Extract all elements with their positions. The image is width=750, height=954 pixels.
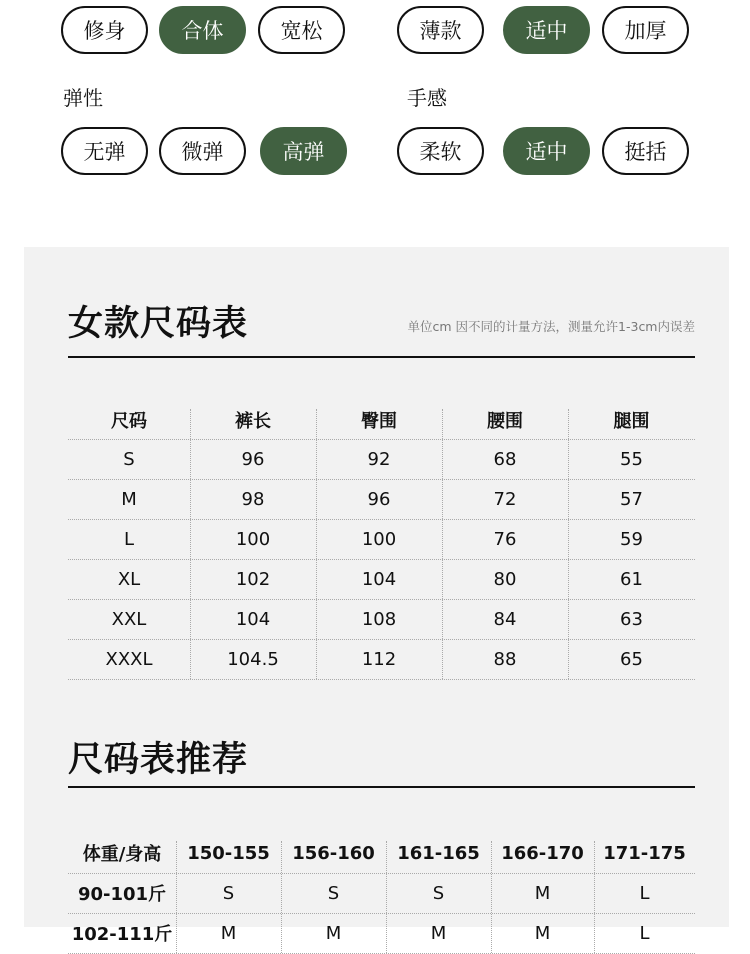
table-cell: L — [123, 528, 135, 550]
elasticity-option[interactable]: 微弹 — [159, 127, 246, 175]
row-divider — [68, 559, 695, 560]
size-chart-title: 女款尺码表 — [68, 304, 249, 344]
table-cell: 104.5 — [227, 648, 279, 670]
table-cell: M — [534, 882, 551, 904]
table-header-cell: 171-175 — [603, 842, 686, 864]
table-header-cell: 150-155 — [187, 842, 270, 864]
thickness-option[interactable]: 适中 — [503, 6, 590, 54]
table-cell: 88 — [493, 648, 517, 670]
column-divider — [594, 841, 595, 953]
row-divider — [68, 519, 695, 520]
table-cell: M — [220, 922, 237, 944]
table-cell: 61 — [620, 568, 643, 590]
table-header-cell: 156-160 — [292, 842, 375, 864]
table-cell: 76 — [493, 528, 517, 550]
table-cell: 96 — [241, 448, 265, 470]
table-cell: XXL — [111, 608, 147, 630]
size-chart-note: 单位cm 因不同的计量方法，测量允许1-3cm内误差 — [407, 319, 695, 334]
table-cell: M — [121, 488, 137, 510]
row-divider — [68, 873, 695, 874]
table-cell: 102 — [235, 568, 271, 590]
table-header-cell: 体重/身高 — [82, 844, 162, 865]
table-cell: 104 — [361, 568, 397, 590]
column-divider — [316, 409, 317, 679]
table-cell: S — [327, 882, 340, 904]
table-cell: 108 — [361, 608, 397, 630]
table-cell: S — [222, 882, 235, 904]
table-cell: XXXL — [105, 648, 153, 670]
table-cell: M — [534, 922, 551, 944]
table-cell: S — [432, 882, 445, 904]
column-divider — [176, 841, 177, 953]
fit-option[interactable]: 修身 — [61, 6, 148, 54]
table-header-cell: 腿围 — [613, 411, 650, 432]
feel-label: 手感 — [407, 86, 447, 110]
table-cell: 96 — [367, 488, 391, 510]
table-cell: 80 — [493, 568, 517, 590]
row-divider — [68, 639, 695, 640]
table-header-cell: 166-170 — [501, 842, 584, 864]
table-cell: 55 — [620, 448, 643, 470]
column-divider — [281, 841, 282, 953]
row-divider — [68, 679, 695, 680]
recommend-chart-title: 尺码表推荐 — [68, 740, 249, 780]
table-cell: 104 — [235, 608, 271, 630]
table-header-cell: 161-165 — [397, 842, 480, 864]
table-header-cell: 裤长 — [235, 411, 271, 432]
table-header-cell: 臀围 — [361, 411, 397, 432]
table-cell: L — [639, 922, 650, 944]
size-chart-panel — [24, 247, 729, 945]
feel-option[interactable]: 柔软 — [397, 127, 484, 175]
table-header-cell: 尺码 — [111, 411, 147, 432]
table-cell: 72 — [493, 488, 517, 510]
column-divider — [491, 841, 492, 953]
table-cell: M — [430, 922, 447, 944]
table-cell: S — [123, 448, 135, 470]
elasticity-option[interactable]: 高弹 — [260, 127, 347, 175]
fit-option[interactable]: 宽松 — [258, 6, 345, 54]
row-divider — [68, 599, 695, 600]
table-cell: 65 — [620, 648, 643, 670]
table-cell: 100 — [361, 528, 397, 550]
thickness-option[interactable]: 加厚 — [602, 6, 689, 54]
row-divider — [68, 913, 695, 914]
elasticity-label: 弹性 — [63, 86, 103, 110]
table-cell: 57 — [620, 488, 643, 510]
table-header-cell: 腰围 — [487, 411, 523, 432]
table-cell: 84 — [493, 608, 517, 630]
table-cell: M — [325, 922, 342, 944]
table-cell: 100 — [235, 528, 271, 550]
row-divider — [68, 439, 695, 440]
table-cell: 112 — [361, 648, 397, 670]
column-divider — [386, 841, 387, 953]
thickness-option[interactable]: 薄款 — [397, 6, 484, 54]
recommend-chart-rule — [68, 786, 695, 788]
table-cell: 92 — [367, 448, 391, 470]
column-divider — [568, 409, 569, 679]
fit-option[interactable]: 合体 — [159, 6, 246, 54]
table-cell: 59 — [620, 528, 643, 550]
table-cell: 63 — [620, 608, 643, 630]
table-cell: L — [639, 882, 650, 904]
size-chart-rule — [68, 356, 695, 358]
table-cell: 98 — [241, 488, 265, 510]
elasticity-option[interactable]: 无弹 — [61, 127, 148, 175]
table-cell: 68 — [493, 448, 517, 470]
column-divider — [442, 409, 443, 679]
column-divider — [190, 409, 191, 679]
feel-option[interactable]: 挺括 — [602, 127, 689, 175]
table-header-cell: 90-101斤 — [77, 884, 167, 905]
row-divider — [68, 479, 695, 480]
feel-option[interactable]: 适中 — [503, 127, 590, 175]
table-cell: XL — [117, 568, 141, 590]
table-header-cell: 102-111斤 — [71, 924, 173, 945]
